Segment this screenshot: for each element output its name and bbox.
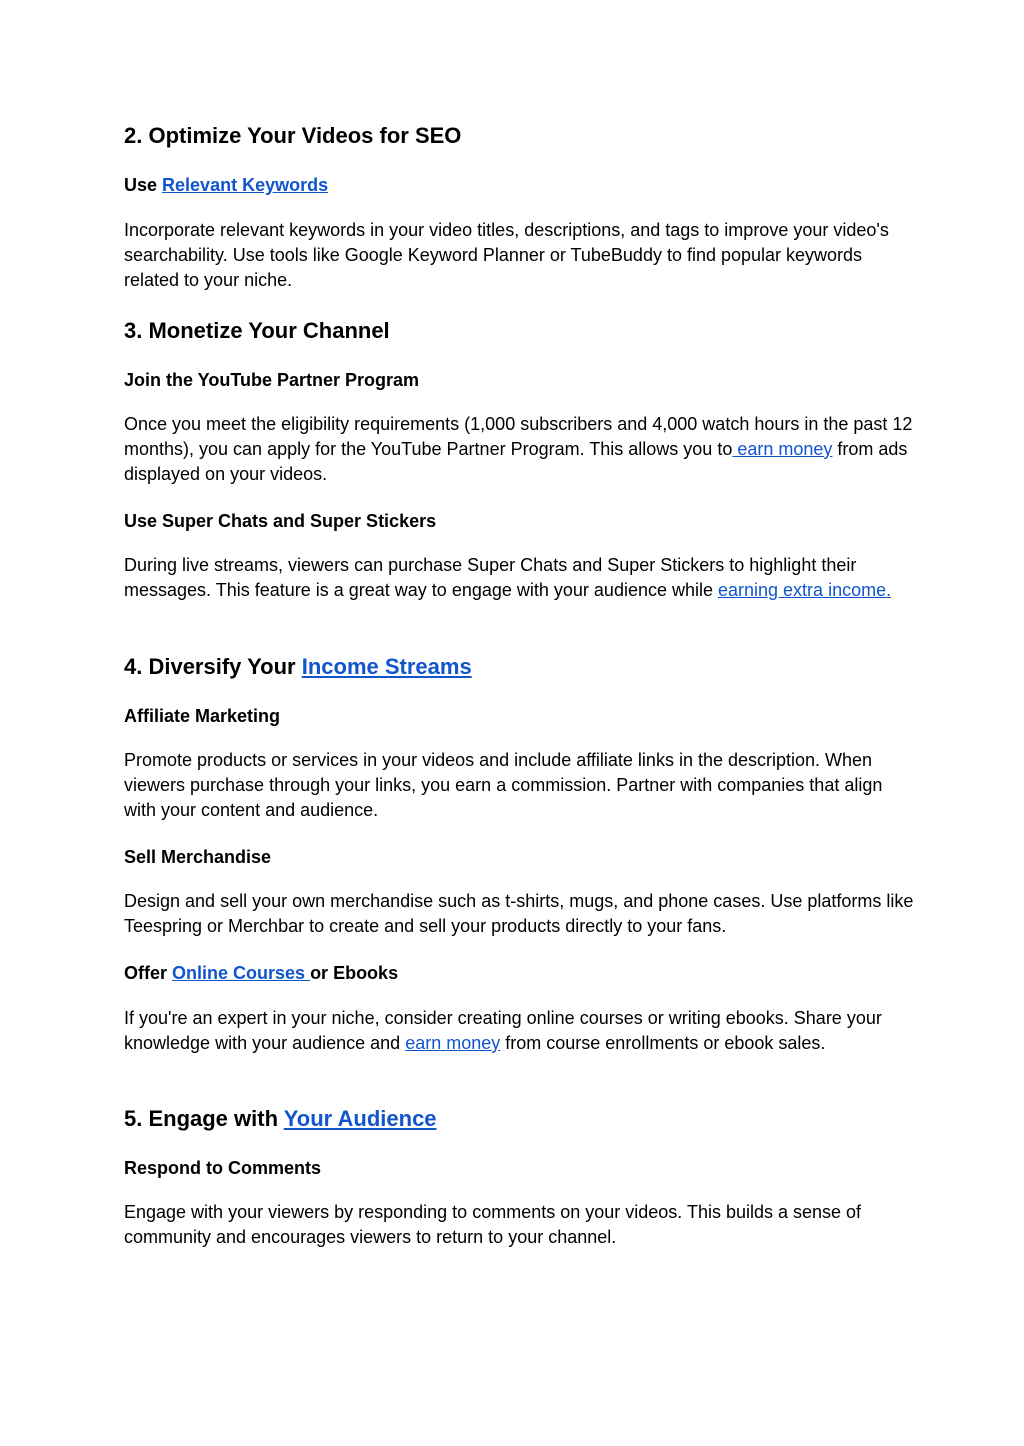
heading-engage-audience bbox=[124, 1105, 914, 1133]
earn-money-link[interactable]: earn money bbox=[732, 439, 833, 459]
heading-monetize-channel: 3. Monetize Your Channel bbox=[124, 318, 390, 343]
paragraph-super-chats bbox=[124, 553, 914, 603]
relevant-keywords-link[interactable]: Relevant Keywords bbox=[162, 175, 329, 195]
paragraph-text: from course enrollments or ebook sales. bbox=[500, 1033, 826, 1053]
earn-money-link[interactable]: earn money bbox=[405, 1033, 501, 1053]
paragraph-text: If you're an expert in your niche, consider creating online courses or writing ebooks. Share your knowledge with your audience and bbox=[124, 1008, 882, 1053]
subheading-partner-program: Join the YouTube Partner Program bbox=[124, 370, 420, 390]
paragraph-online-courses bbox=[124, 1006, 914, 1056]
heading-prefix: 4. Diversify Your bbox=[124, 654, 302, 679]
subheading-prefix: Offer bbox=[124, 963, 173, 983]
paragraph-affiliate-marketing: Promote products or services in your videos and include affiliate links in the description. When viewers purchase through your links, you earn a commission. Partner with companies that align with your content and audience. bbox=[124, 750, 883, 820]
subheading-online-courses bbox=[124, 961, 914, 985]
paragraph-text: During live streams, viewers can purchase Super Chats and Super Stickers to highlight their messages. This feature is a great way to engage with your audience while bbox=[124, 555, 857, 600]
paragraph-sell-merchandise: Design and sell your own merchandise such as t-shirts, mugs, and phone cases. Use platforms like Teespring or Merchbar to create and sell your products directly to your fans. bbox=[124, 891, 914, 936]
subheading-sell-merchandise: Sell Merchandise bbox=[124, 847, 272, 867]
earning-extra-income-link[interactable]: earning extra income. bbox=[718, 580, 892, 600]
online-courses-link[interactable]: Online Courses bbox=[172, 963, 311, 983]
paragraph-partner-program bbox=[124, 412, 914, 487]
subheading-relevant-keywords bbox=[124, 173, 914, 197]
subheading-affiliate-marketing: Affiliate Marketing bbox=[124, 706, 281, 726]
subheading-prefix: Use bbox=[124, 175, 163, 195]
your-audience-link[interactable]: Your Audience bbox=[283, 1106, 437, 1131]
paragraph-respond-comments: Engage with your viewers by responding to comments on your videos. This builds a sense of community and encourages viewers to return to your channel. bbox=[124, 1202, 862, 1247]
subheading-suffix: or Ebooks bbox=[310, 963, 399, 983]
subheading-super-chats: Use Super Chats and Super Stickers bbox=[124, 511, 437, 531]
paragraph-text: from ads displayed on your videos. bbox=[124, 439, 908, 484]
heading-diversify-income bbox=[124, 653, 914, 681]
heading-prefix: 5. Engage with bbox=[124, 1106, 284, 1131]
subheading-respond-comments: Respond to Comments bbox=[124, 1158, 322, 1178]
paragraph-keywords: Incorporate relevant keywords in your video titles, descriptions, and tags to improve your video's searchability. Use tools like Google Keyword Planner or TubeBuddy to find popular keywords related to your niche. bbox=[124, 220, 889, 290]
heading-optimize-seo: 2. Optimize Your Videos for SEO bbox=[124, 123, 462, 148]
paragraph-text: Once you meet the eligibility requirements (1,000 subscribers and 4,000 watch hours in the past 12 months), you can apply for the YouTube Partner Program. This allows you to bbox=[124, 414, 913, 459]
income-streams-link[interactable]: Income Streams bbox=[301, 654, 472, 679]
